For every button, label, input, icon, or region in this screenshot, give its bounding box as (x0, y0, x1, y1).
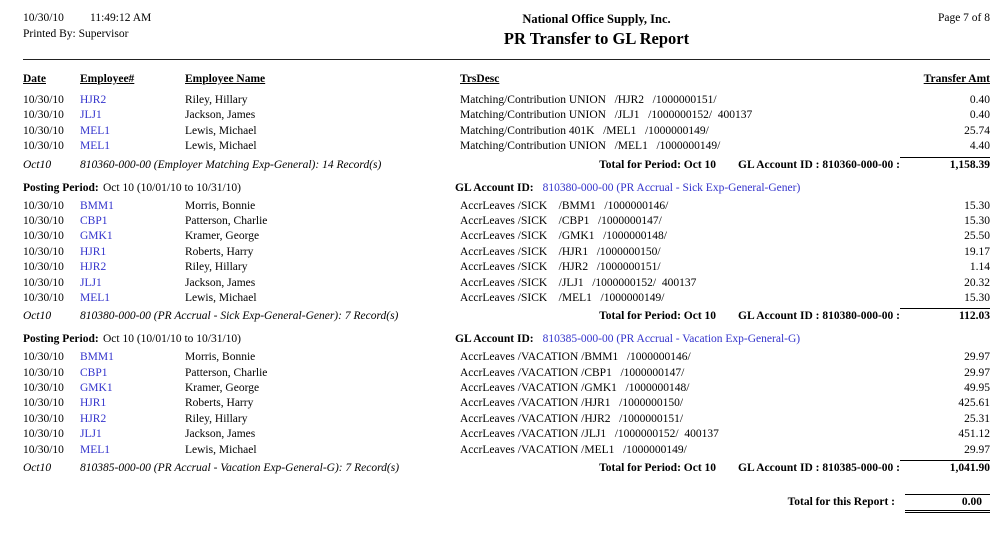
table-row (0, 397, 996, 412)
employee-link[interactable]: HJR2 (80, 94, 107, 106)
table-row (0, 413, 996, 428)
table-row (0, 200, 996, 215)
gl-account-link[interactable]: 810385-000-00 (PR Accrual - Vacation Exp-General-G) (542, 333, 801, 346)
row-employee-name: Morris, Bonnie (185, 199, 256, 212)
table-row (0, 125, 996, 140)
row-date: 10/30/10 (23, 199, 64, 212)
row-employee-name: Lewis, Michael (185, 443, 257, 456)
row-employee-name: Riley, Hillary (185, 94, 248, 106)
gl-account-label: GL Account ID: (455, 181, 534, 194)
employee-link[interactable]: JLJ1 (80, 276, 102, 289)
row-trs-desc: AccrLeaves /VACATION /BMM1 /1000000146/ (460, 351, 691, 364)
summary-total-period-label: Total for Period: Oct 10 (599, 158, 717, 171)
summary-description: 810380-000-00 (PR Accrual - Sick Exp-General-Gener): 7 Record(s) (80, 310, 399, 323)
report-section (0, 94, 996, 175)
row-date: 10/30/10 (23, 351, 64, 364)
row-date: 10/30/10 (23, 382, 64, 395)
summary-total-period-label: Total for Period: Oct 10 (599, 462, 717, 475)
row-date: 10/30/10 (23, 124, 64, 137)
employee-link[interactable]: BMM1 (80, 199, 114, 212)
row-employee-name: Jackson, James (185, 276, 256, 289)
row-amount: 25.50 (964, 230, 990, 243)
row-trs-desc: AccrLeaves /SICK /MEL1 /1000000149/ (460, 291, 665, 304)
employee-link[interactable]: MEL1 (80, 140, 111, 153)
row-trs-desc: AccrLeaves /VACATION /MEL1 /1000000149/ (460, 443, 687, 456)
report-total-label: Total for this Report : (787, 496, 895, 509)
row-date: 10/30/10 (23, 397, 64, 410)
summary-description: 810385-000-00 (PR Accrual - Vacation Exp-General-G): 7 Record(s) (80, 462, 400, 475)
row-trs-desc: AccrLeaves /SICK /CBP1 /1000000147/ (460, 214, 662, 227)
employee-link[interactable]: GMK1 (80, 382, 113, 395)
section-summary (0, 308, 996, 326)
row-date: 10/30/10 (23, 230, 64, 243)
row-employee-name: Lewis, Michael (185, 291, 257, 304)
row-amount: 4.40 (969, 140, 990, 153)
table-row (0, 230, 996, 245)
row-trs-desc: Matching/Contribution UNION /MEL1 /1000000149/ (460, 140, 721, 153)
summary-total-amount: 112.03 (900, 308, 990, 322)
row-trs-desc: AccrLeaves /SICK /BMM1 /1000000146/ (460, 199, 669, 212)
row-date: 10/30/10 (23, 443, 64, 456)
row-amount: 0.40 (969, 94, 990, 106)
table-row (0, 382, 996, 397)
row-amount: 29.97 (964, 351, 990, 364)
header-center (313, 12, 880, 49)
summary-period: Oct10 (23, 462, 52, 475)
posting-period-value: Oct 10 (10/01/10 to 10/31/10) (103, 333, 241, 346)
table-row (0, 140, 996, 155)
page-number: Page 7 of 8 (937, 12, 990, 24)
posting-period-row (0, 333, 996, 349)
row-trs-desc: Matching/Contribution 401K /MEL1 /1000000149/ (460, 124, 709, 137)
row-amount: 451.12 (958, 428, 990, 441)
employee-link[interactable]: MEL1 (80, 443, 111, 456)
employee-link[interactable]: HJR1 (80, 245, 107, 258)
row-amount: 15.30 (964, 199, 990, 212)
gl-account-label: GL Account ID: (455, 333, 534, 346)
employee-link[interactable]: CBP1 (80, 214, 108, 227)
row-amount: 1.14 (969, 261, 990, 274)
report-sections (0, 94, 996, 478)
posting-period-label: Posting Period: (23, 181, 99, 194)
row-date: 10/30/10 (23, 261, 64, 274)
column-header-transfer-amt: Transfer Amt (923, 73, 990, 85)
row-employee-name: Jackson, James (185, 428, 256, 441)
row-employee-name: Kramer, George (185, 382, 260, 395)
summary-description: 810360-000-00 (Employer Matching Exp-General): 14 Record(s) (80, 158, 382, 171)
row-amount: 25.31 (964, 412, 990, 425)
employee-link[interactable]: CBP1 (80, 366, 108, 379)
row-date: 10/30/10 (23, 94, 64, 106)
printed-by: Printed By: Supervisor (23, 28, 129, 40)
employee-link[interactable]: GMK1 (80, 230, 113, 243)
posting-period-row (0, 182, 996, 198)
row-employee-name: Morris, Bonnie (185, 351, 256, 364)
employee-link[interactable]: BMM1 (80, 351, 114, 364)
row-employee-name: Lewis, Michael (185, 140, 257, 153)
section-rows (0, 351, 996, 459)
row-trs-desc: AccrLeaves /SICK /HJR1 /1000000150/ (460, 245, 661, 258)
employee-link[interactable]: HJR2 (80, 412, 107, 425)
row-trs-desc: AccrLeaves /VACATION /JLJ1 /1000000152/ 400137 (460, 428, 719, 441)
section-summary (0, 157, 996, 175)
row-amount: 25.74 (964, 124, 990, 137)
row-trs-desc: AccrLeaves /SICK /HJR2 /1000000151/ (460, 261, 661, 274)
print-date: 10/30/10 (23, 12, 64, 24)
report-section (0, 333, 996, 478)
table-row (0, 94, 996, 109)
column-header-trs-desc: TrsDesc (460, 73, 500, 85)
row-date: 10/30/10 (23, 428, 64, 441)
company-name: National Office Supply, Inc. (522, 12, 671, 26)
table-row (0, 246, 996, 261)
summary-gl-account-label: GL Account ID : 810360-000-00 : (738, 158, 900, 171)
report-total-row (0, 494, 996, 513)
row-employee-name: Riley, Hillary (185, 261, 248, 274)
row-date: 10/30/10 (23, 291, 64, 304)
table-row (0, 428, 996, 443)
row-amount: 29.97 (964, 443, 990, 456)
row-employee-name: Patterson, Charlie (185, 366, 268, 379)
header-divider (23, 59, 990, 60)
row-trs-desc: AccrLeaves /SICK /JLJ1 /1000000152/ 400137 (460, 276, 697, 289)
report-header (0, 12, 996, 49)
row-trs-desc: AccrLeaves /VACATION /GMK1 /1000000148/ (460, 382, 690, 395)
row-employee-name: Roberts, Harry (185, 397, 254, 410)
row-amount: 0.40 (969, 109, 990, 122)
posting-period-value: Oct 10 (10/01/10 to 10/31/10) (103, 181, 241, 194)
employee-link[interactable]: HJR2 (80, 261, 107, 274)
row-trs-desc: AccrLeaves /VACATION /HJR2 /1000000151/ (460, 412, 684, 425)
row-amount: 15.30 (964, 214, 990, 227)
page-title: PR Transfer to GL Report (503, 29, 690, 48)
summary-period: Oct10 (23, 158, 52, 171)
row-employee-name: Patterson, Charlie (185, 214, 268, 227)
row-trs-desc: AccrLeaves /VACATION /HJR1 /1000000150/ (460, 397, 684, 410)
summary-period: Oct10 (23, 310, 52, 323)
column-header-date: Date (23, 73, 46, 85)
table-row (0, 444, 996, 459)
summary-total-period-label: Total for Period: Oct 10 (599, 310, 717, 323)
summary-total-amount: 1,158.39 (900, 157, 990, 171)
section-rows (0, 200, 996, 308)
report-section (0, 182, 996, 327)
summary-gl-account-label: GL Account ID : 810385-000-00 : (738, 462, 900, 475)
row-employee-name: Riley, Hillary (185, 412, 248, 425)
column-header-employee-no: Employee# (80, 73, 135, 85)
employee-link[interactable]: MEL1 (80, 291, 111, 304)
row-amount: 425.61 (958, 397, 990, 410)
row-date: 10/30/10 (23, 412, 64, 425)
summary-gl-account-label: GL Account ID : 810380-000-00 : (738, 310, 900, 323)
row-date: 10/30/10 (23, 245, 64, 258)
row-date: 10/30/10 (23, 214, 64, 227)
employee-link[interactable]: JLJ1 (80, 428, 102, 441)
gl-account-link[interactable]: 810380-000-00 (PR Accrual - Sick Exp-General-Gener) (542, 181, 801, 194)
row-employee-name: Lewis, Michael (185, 124, 257, 137)
row-trs-desc: Matching/Contribution UNION /HJR2 /1000000151/ (460, 94, 717, 106)
row-amount: 19.17 (964, 245, 990, 258)
header-left (23, 12, 313, 49)
row-amount: 49.95 (964, 382, 990, 395)
row-amount: 15.30 (964, 291, 990, 304)
summary-total-amount: 1,041.90 (900, 460, 990, 474)
row-trs-desc: AccrLeaves /SICK /GMK1 /1000000148/ (460, 230, 667, 243)
employee-link[interactable]: MEL1 (80, 124, 111, 137)
column-header-row (0, 73, 996, 90)
row-date: 10/30/10 (23, 109, 64, 122)
print-time: 11:49:12 AM (90, 12, 152, 24)
row-date: 10/30/10 (23, 276, 64, 289)
section-rows (0, 94, 996, 156)
row-trs-desc: AccrLeaves /VACATION /CBP1 /1000000147/ (460, 366, 685, 379)
table-row (0, 215, 996, 230)
row-date: 10/30/10 (23, 366, 64, 379)
employee-link[interactable]: HJR1 (80, 397, 107, 410)
table-row (0, 261, 996, 276)
row-trs-desc: Matching/Contribution UNION /JLJ1 /1000000152/ 400137 (460, 109, 753, 122)
row-employee-name: Roberts, Harry (185, 245, 254, 258)
table-row (0, 292, 996, 307)
column-header-employee-name: Employee Name (185, 73, 266, 85)
section-summary (0, 460, 996, 478)
report-total-value: 0.00 (905, 494, 990, 513)
row-date: 10/30/10 (23, 140, 64, 153)
employee-link[interactable]: JLJ1 (80, 109, 102, 122)
row-amount: 20.32 (964, 276, 990, 289)
table-row (0, 277, 996, 292)
row-employee-name: Kramer, George (185, 230, 260, 243)
table-row (0, 351, 996, 366)
row-amount: 29.97 (964, 366, 990, 379)
row-employee-name: Jackson, James (185, 109, 256, 122)
table-row (0, 367, 996, 382)
posting-period-label: Posting Period: (23, 333, 99, 346)
table-row (0, 109, 996, 124)
